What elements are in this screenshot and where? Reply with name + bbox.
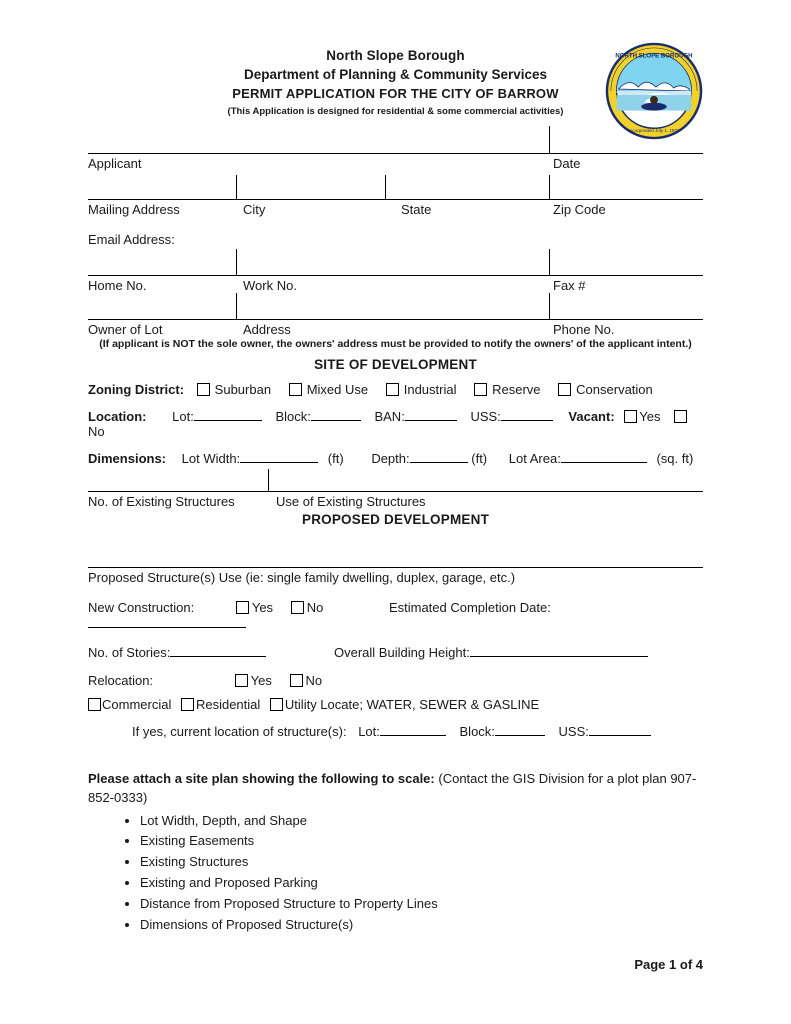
- input-uss[interactable]: [501, 408, 553, 421]
- section-title-site: SITE OF DEVELOPMENT: [314, 357, 477, 372]
- owner-note: (If applicant is NOT the sole owner, the owners' address must be provided to notify the owners' of the applicant intent.): [99, 338, 692, 350]
- checkbox-vacant-no[interactable]: [674, 410, 687, 423]
- checkbox-residential[interactable]: [181, 698, 194, 711]
- org-name: North Slope Borough: [326, 48, 465, 63]
- use-type-row: [88, 697, 703, 712]
- label-fax-no: Fax #: [553, 278, 586, 293]
- divider-tick: [268, 469, 269, 491]
- svg-text:Incorporated July 1, 1972: Incorporated July 1, 1972: [628, 128, 680, 134]
- relocation-label-yes: Yes: [250, 673, 272, 688]
- label-location: Location:: [88, 409, 147, 424]
- checkbox-relocation-yes[interactable]: [235, 674, 248, 687]
- checkbox-relocation-no[interactable]: [290, 674, 303, 687]
- label-lot-area: Lot Area:: [508, 451, 561, 466]
- label-dimensions: Dimensions:: [88, 451, 167, 466]
- proposed-use-row: [88, 567, 703, 590]
- vacant-option-yes[interactable]: [624, 409, 660, 424]
- new-construction-option-no[interactable]: [291, 600, 324, 615]
- input-no-of-stories[interactable]: [170, 644, 266, 657]
- use-option-utility-locate[interactable]: [270, 697, 539, 712]
- page-footer: [634, 957, 703, 972]
- attach-heading-bold: Please attach a site plan showing the following to scale:: [88, 771, 435, 786]
- label-block: Block:: [275, 409, 311, 424]
- label-new-construction: New Construction:: [88, 600, 195, 615]
- input-estimated-completion[interactable]: [88, 615, 246, 628]
- label-if-yes-block: Block:: [459, 724, 495, 739]
- checkbox-reserve[interactable]: [474, 383, 487, 396]
- list-item: • Existing Easements: [140, 834, 703, 848]
- input-if-yes-lot[interactable]: [380, 723, 446, 736]
- label-no-existing-structures: No. of Existing Structures: [88, 494, 235, 509]
- footer-suffix: of 4: [676, 957, 703, 972]
- label-vacant: Vacant:: [568, 409, 615, 424]
- list-item: • Existing Structures: [140, 855, 703, 869]
- label-no-of-stories: No. of Stories:: [88, 645, 171, 660]
- divider-tick: [236, 175, 237, 199]
- label-depth: Depth:: [371, 451, 410, 466]
- list-item: • Existing and Proposed Parking: [140, 876, 703, 890]
- stories-height-row: [88, 644, 703, 660]
- attach-heading-rest: (Contact the GIS Division for a plot plan 907-852-0333): [88, 771, 697, 805]
- label-applicant: Applicant: [88, 156, 142, 171]
- input-lot[interactable]: [194, 408, 262, 421]
- input-lot-area[interactable]: [561, 450, 647, 463]
- vacant-label-no: No: [88, 424, 105, 439]
- divider-tick: [549, 126, 550, 153]
- label-state: State: [401, 202, 432, 217]
- zoning-option-conservation[interactable]: [558, 382, 653, 397]
- new-construction-row: [88, 600, 703, 631]
- input-block[interactable]: [311, 408, 361, 421]
- label-zip-code: Zip Code: [553, 202, 606, 217]
- label-address: Address: [243, 322, 291, 337]
- label-proposed-structure-use: Proposed Structure(s) Use (ie: single family dwelling, duplex, garage, etc.): [88, 570, 516, 585]
- document-header: [0, 0, 791, 134]
- attach-instructions: [88, 770, 703, 808]
- label-overall-building-height: Overall Building Height:: [334, 645, 470, 660]
- input-depth[interactable]: [410, 450, 468, 463]
- checkbox-conservation[interactable]: [558, 383, 571, 396]
- label-lot: Lot:: [172, 409, 194, 424]
- relocation-option-yes[interactable]: [235, 673, 272, 688]
- label-date: Date: [553, 156, 581, 171]
- label-email-address: Email Address:: [88, 232, 175, 247]
- input-if-yes-uss[interactable]: [589, 723, 651, 736]
- divider-tick: [385, 175, 386, 199]
- label-if-yes-uss: USS:: [558, 724, 589, 739]
- checkbox-utility-locate[interactable]: [270, 698, 283, 711]
- existing-structures-row: [88, 491, 703, 510]
- label-zoning-district: Zoning District:: [88, 382, 185, 397]
- relocation-option-no[interactable]: [290, 673, 323, 688]
- relocation-row: [88, 673, 703, 688]
- location-row: [88, 408, 703, 439]
- footer-page-number: 1: [669, 957, 677, 972]
- zoning-option-suburban[interactable]: [197, 382, 271, 397]
- zoning-label-mixed-use: Mixed Use: [306, 382, 369, 397]
- new-construction-label-yes: Yes: [251, 600, 274, 615]
- phones-row: [88, 275, 703, 298]
- zoning-option-mixed-use[interactable]: [289, 382, 368, 397]
- input-overall-building-height[interactable]: [470, 644, 648, 657]
- label-work-no: Work No.: [243, 278, 297, 293]
- zoning-option-industrial[interactable]: [386, 382, 457, 397]
- attach-list: [88, 814, 703, 932]
- label-uss: USS:: [470, 409, 501, 424]
- use-label-residential: Residential: [195, 697, 261, 712]
- label-phone-no: Phone No.: [553, 322, 615, 337]
- label-city: City: [243, 202, 266, 217]
- new-construction-label-no: No: [306, 600, 324, 615]
- zoning-label-industrial: Industrial: [403, 382, 457, 397]
- label-if-yes-location: If yes, current location of structure(s):: [132, 724, 347, 739]
- permit-form: [88, 153, 703, 932]
- checkbox-suburban[interactable]: [197, 383, 210, 396]
- zoning-label-conservation: Conservation: [576, 382, 653, 397]
- label-use-existing-structures: Use of Existing Structures: [276, 494, 426, 509]
- zoning-row: [88, 382, 703, 397]
- checkbox-vacant-yes[interactable]: [624, 410, 637, 423]
- label-owner-of-lot: Owner of Lot: [88, 322, 163, 337]
- zoning-label-reserve: Reserve: [492, 382, 541, 397]
- section-title-proposed: PROPOSED DEVELOPMENT: [301, 512, 490, 527]
- page-title: PERMIT APPLICATION FOR THE CITY OF BARROW: [232, 86, 559, 101]
- input-if-yes-block[interactable]: [495, 723, 545, 736]
- label-ban: BAN:: [374, 409, 405, 424]
- vacant-label-yes: Yes: [639, 409, 661, 424]
- divider-tick: [236, 293, 237, 319]
- use-option-commercial[interactable]: [88, 697, 171, 712]
- divider-tick: [549, 175, 550, 199]
- list-item: • Dimensions of Proposed Structure(s): [140, 918, 703, 932]
- input-lot-width[interactable]: [240, 450, 318, 463]
- email-row: [88, 230, 703, 254]
- department-name: Department of Planning & Community Services: [243, 67, 548, 82]
- borough-seal-icon: [605, 42, 703, 140]
- checkbox-commercial[interactable]: [88, 698, 101, 711]
- new-construction-option-yes[interactable]: [236, 600, 273, 615]
- label-if-yes-lot: Lot:: [358, 724, 380, 739]
- page-subtitle: (This Application is designed for residential & some commercial activities): [227, 106, 564, 117]
- zoning-option-reserve[interactable]: [474, 382, 540, 397]
- divider-tick: [549, 249, 550, 275]
- applicant-row: [88, 153, 703, 176]
- divider-tick: [236, 249, 237, 275]
- use-option-residential[interactable]: [181, 697, 260, 712]
- checkbox-mixed-use[interactable]: [289, 383, 302, 396]
- owner-row: [88, 319, 703, 350]
- footer-prefix: Page: [634, 957, 670, 972]
- svg-text:NORTH SLOPE BOROUGH: NORTH SLOPE BOROUGH: [615, 53, 693, 60]
- checkbox-new-construction-yes[interactable]: [236, 601, 249, 614]
- if-yes-row: [88, 723, 703, 739]
- dimensions-row: [88, 450, 703, 466]
- label-relocation: Relocation:: [88, 673, 154, 688]
- list-item: • Lot Width, Depth, and Shape: [140, 814, 703, 828]
- label-home-no: Home No.: [88, 278, 147, 293]
- mailing-row: [88, 199, 703, 222]
- relocation-label-no: No: [305, 673, 323, 688]
- divider-tick: [549, 293, 550, 319]
- use-label-commercial: Commercial: [102, 697, 172, 712]
- unit-depth: (ft): [471, 451, 488, 466]
- list-item: • Distance from Proposed Structure to Property Lines: [140, 897, 703, 911]
- unit-lot-width: (ft): [327, 451, 344, 466]
- label-mailing-address: Mailing Address: [88, 202, 180, 217]
- input-ban[interactable]: [405, 408, 457, 421]
- checkbox-new-construction-no[interactable]: [291, 601, 304, 614]
- checkbox-industrial[interactable]: [386, 383, 399, 396]
- use-label-utility-locate: Utility Locate; WATER, SEWER & GASLINE: [284, 697, 540, 712]
- label-lot-width: Lot Width:: [181, 451, 241, 466]
- label-estimated-completion: Estimated Completion Date:: [388, 600, 551, 615]
- unit-lot-area: (sq. ft): [656, 451, 694, 466]
- zoning-label-suburban: Suburban: [214, 382, 272, 397]
